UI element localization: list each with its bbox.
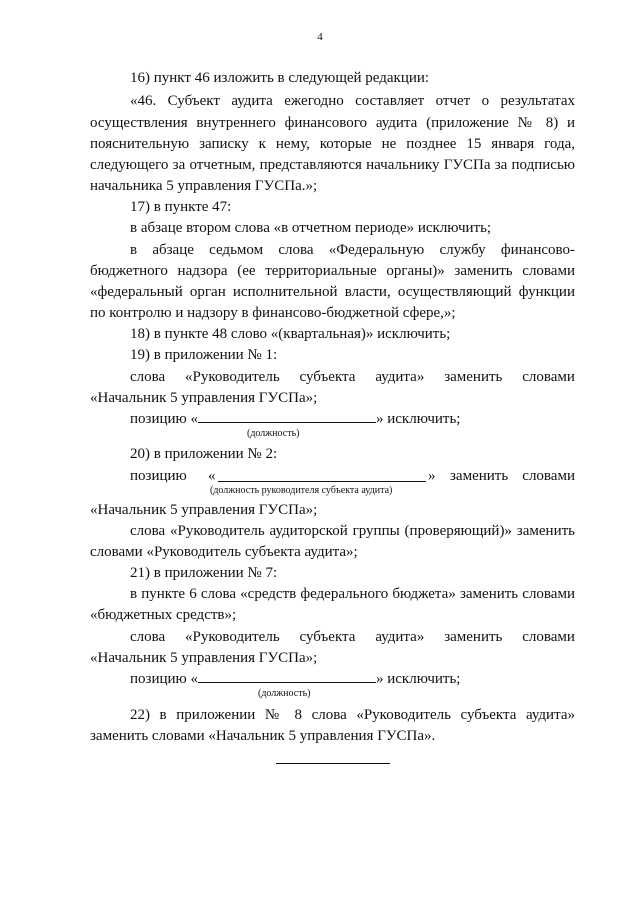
blank-line [218, 469, 426, 482]
words-word: словами [522, 468, 575, 484]
word: словами [522, 629, 575, 645]
word: «Руководитель [185, 629, 280, 645]
word: слова [130, 629, 166, 645]
quote-line-1: «46. Субъект аудита ежегодно составляет отчет о результатах [130, 93, 575, 109]
amendment-17-heading: 17) в пункте 47: [130, 199, 232, 215]
word: аудита» [375, 369, 425, 385]
amendment-21-heading: 21) в приложении № 7: [130, 565, 278, 581]
amendment-16-heading: 16) пункт 46 изложить в следующей редакции: [130, 70, 430, 86]
close-quote: » [428, 468, 436, 484]
position-prefix: позицию « [130, 411, 198, 427]
replace-word: заменить [450, 468, 509, 484]
quote-line-2: осуществления внутреннего финансового аудита (приложение № 8) и [90, 115, 575, 131]
word: субъекта [299, 369, 356, 385]
page-number: 4 [317, 31, 323, 43]
word: аудита» [375, 629, 425, 645]
quote-line-3: пояснительную записку к нему, которые не позднее 15 января года, [90, 136, 575, 152]
open-quote: « [208, 468, 216, 484]
amendment-18: 18) в пункте 48 слово «(квартальная)» исключить; [130, 326, 451, 342]
word: словами [522, 369, 575, 385]
amendment-21-line-1: в пункте 6 слова «средств федерального бюджета» заменить словами [130, 586, 575, 602]
amendment-22-line-2: заменить словами «Начальник 5 управления ГУСПа». [90, 728, 436, 744]
word: субъекта [299, 629, 356, 645]
position-suffix: » исключить; [376, 671, 461, 687]
word: «Руководитель [185, 369, 280, 385]
amendment-19-position-line [130, 410, 575, 428]
end-separator-line [276, 763, 390, 764]
amendment-19-line-1 [130, 368, 575, 386]
amendment-21-line-4: «Начальник 5 управления ГУСПа»; [90, 650, 318, 666]
amendment-21-position-line [130, 670, 575, 688]
blank-line [198, 670, 376, 683]
caption-position: (должность) [247, 428, 300, 439]
position-word: позицию [130, 468, 187, 484]
caption-head-position: (должность руководителя субъекта аудита) [210, 485, 393, 496]
position-prefix: позицию « [130, 671, 198, 687]
caption-position: (должность) [258, 688, 311, 699]
amendment-22-line-1: 22) в приложении № 8 слова «Руководитель субъекта аудита» [130, 707, 575, 723]
amendment-17-para-2-line-1: в абзаце седьмом слова «Федеральную службу финансово- [130, 242, 575, 258]
amendment-19-heading: 19) в приложении № 1: [130, 347, 278, 363]
word: заменить [444, 629, 503, 645]
blank-line [198, 410, 376, 423]
amendment-19-line-2: «Начальник 5 управления ГУСПа»; [90, 390, 318, 406]
position-suffix: » исключить; [376, 411, 461, 427]
amendment-17-para-2-line-2: бюджетного надзора (ее территориальные органы)» заменить словами [90, 263, 575, 279]
word: заменить [444, 369, 503, 385]
quote-line-5: начальника 5 управления ГУСПа.»; [90, 178, 318, 194]
amendment-17-para-1: в абзаце втором слова «в отчетном периоде» исключить; [130, 220, 492, 236]
amendment-20-line-3: слова «Руководитель аудиторской группы (проверяющий)» заменить [130, 523, 575, 539]
amendment-20-line-4: словами «Руководитель субъекта аудита»; [90, 544, 358, 560]
amendment-20-line-2: «Начальник 5 управления ГУСПа»; [90, 502, 318, 518]
amendment-20-heading: 20) в приложении № 2: [130, 446, 278, 462]
word: слова [130, 369, 166, 385]
quote-line-4: следующего за отчетным, представляются начальнику ГУСПа за подписью [90, 157, 575, 173]
amendment-17-para-2-line-3: «федеральный орган исполнительной власти, осуществляющий функции [90, 284, 575, 300]
amendment-17-para-2-line-4: по контролю и надзору в финансово-бюджетной сфере,»; [90, 305, 456, 321]
amendment-21-line-3 [130, 628, 575, 646]
amendment-21-line-2: «бюджетных средств»; [90, 607, 237, 623]
